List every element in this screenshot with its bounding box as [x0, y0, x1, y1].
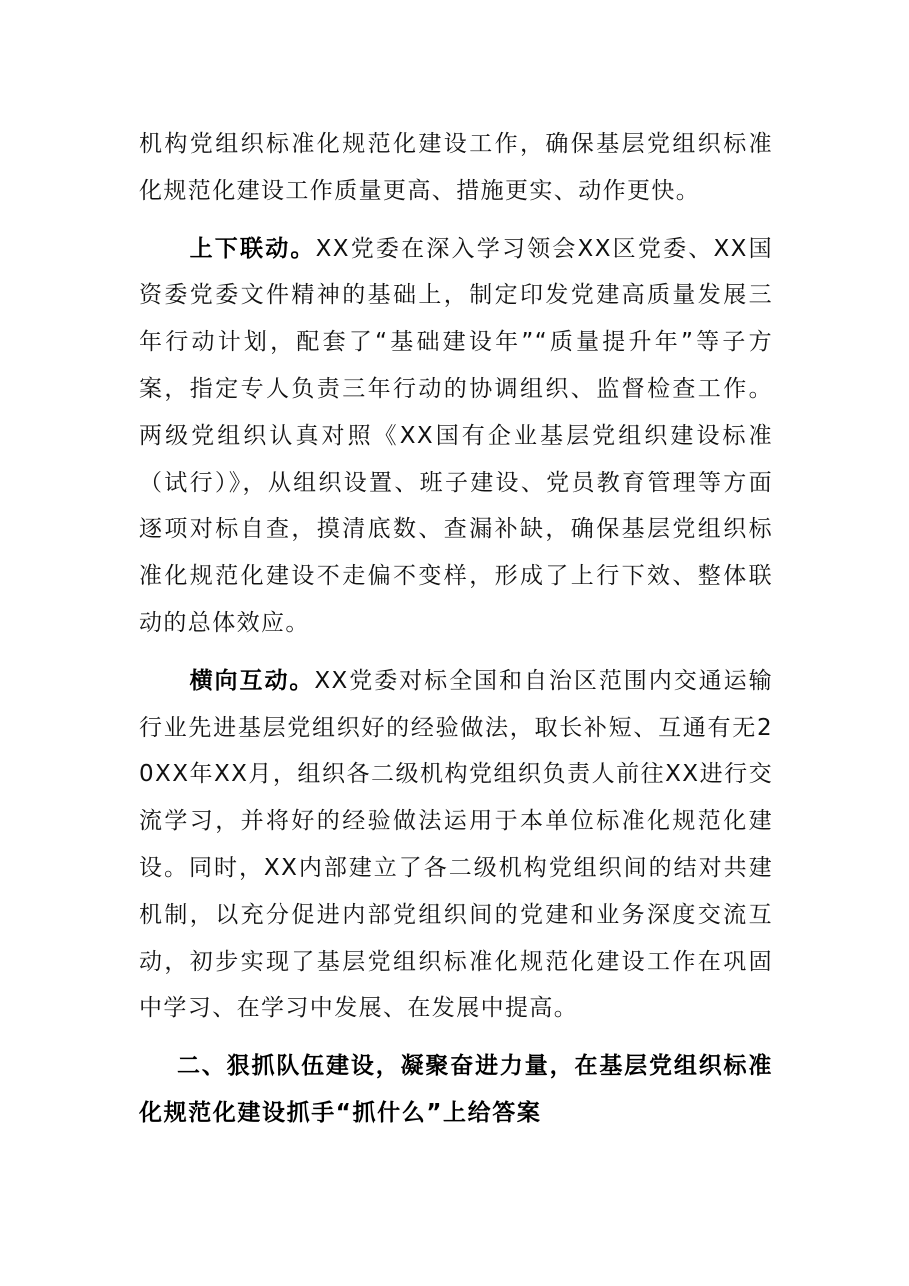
paragraph-text: 机构党组织标准化规范化建设工作，确保基层党组织标准化规范化建设工作质量更高、措施更实、动作更快。 [139, 131, 773, 204]
paragraph-vertical-linkage [139, 226, 773, 647]
paragraph-text: XX党委对标全国和自治区范围内交通运输行业先进基层党组织好的经验做法，取长补短、互通有无20XX年XX月，组织各二级机构党组织负责人前往XX进行交流学习，并将好的经验做法运用于本单位标准化规范化建设。同时，XX内部建立了各二级机构党组织间的结对共建机制，以充分促进内部党组织间的党建和业务深度交流互动，初步实现了基层党组织标准化规范化建设工作在巩固中学习、在学习中发展、在发展中提高。 [139, 667, 773, 1022]
paragraph-continuation [139, 121, 773, 215]
document-body [139, 121, 773, 1137]
paragraph-lead: 横向互动。 [189, 667, 315, 694]
paragraph-lead: 上下联动。 [189, 235, 316, 262]
section-heading: 二、狠抓队伍建设，凝聚奋进力量，在基层党组织标准化规范化建设抓手“抓什么”上给答案 [139, 1053, 773, 1126]
paragraph-horizontal-interaction [139, 658, 773, 1032]
paragraph-text: XX党委在深入学习领会XX区党委、XX国资委党委文件精神的基础上，制定印发党建高质量发展三年行动计划，配套了“基础建设年”“质量提升年”等子方案，指定专人负责三年行动的协调组织、监督检查工作。两级党组织认真对照《XX国有企业基层党组织建设标准（试行）》，从组织设置、班子建设、党员教育管理等方面逐项对标自查，摸清底数、查漏补缺，确保基层党组织标准化规范化建设不走偏不变样，形成了上行下效、整体联动的总体效应。 [139, 235, 773, 636]
